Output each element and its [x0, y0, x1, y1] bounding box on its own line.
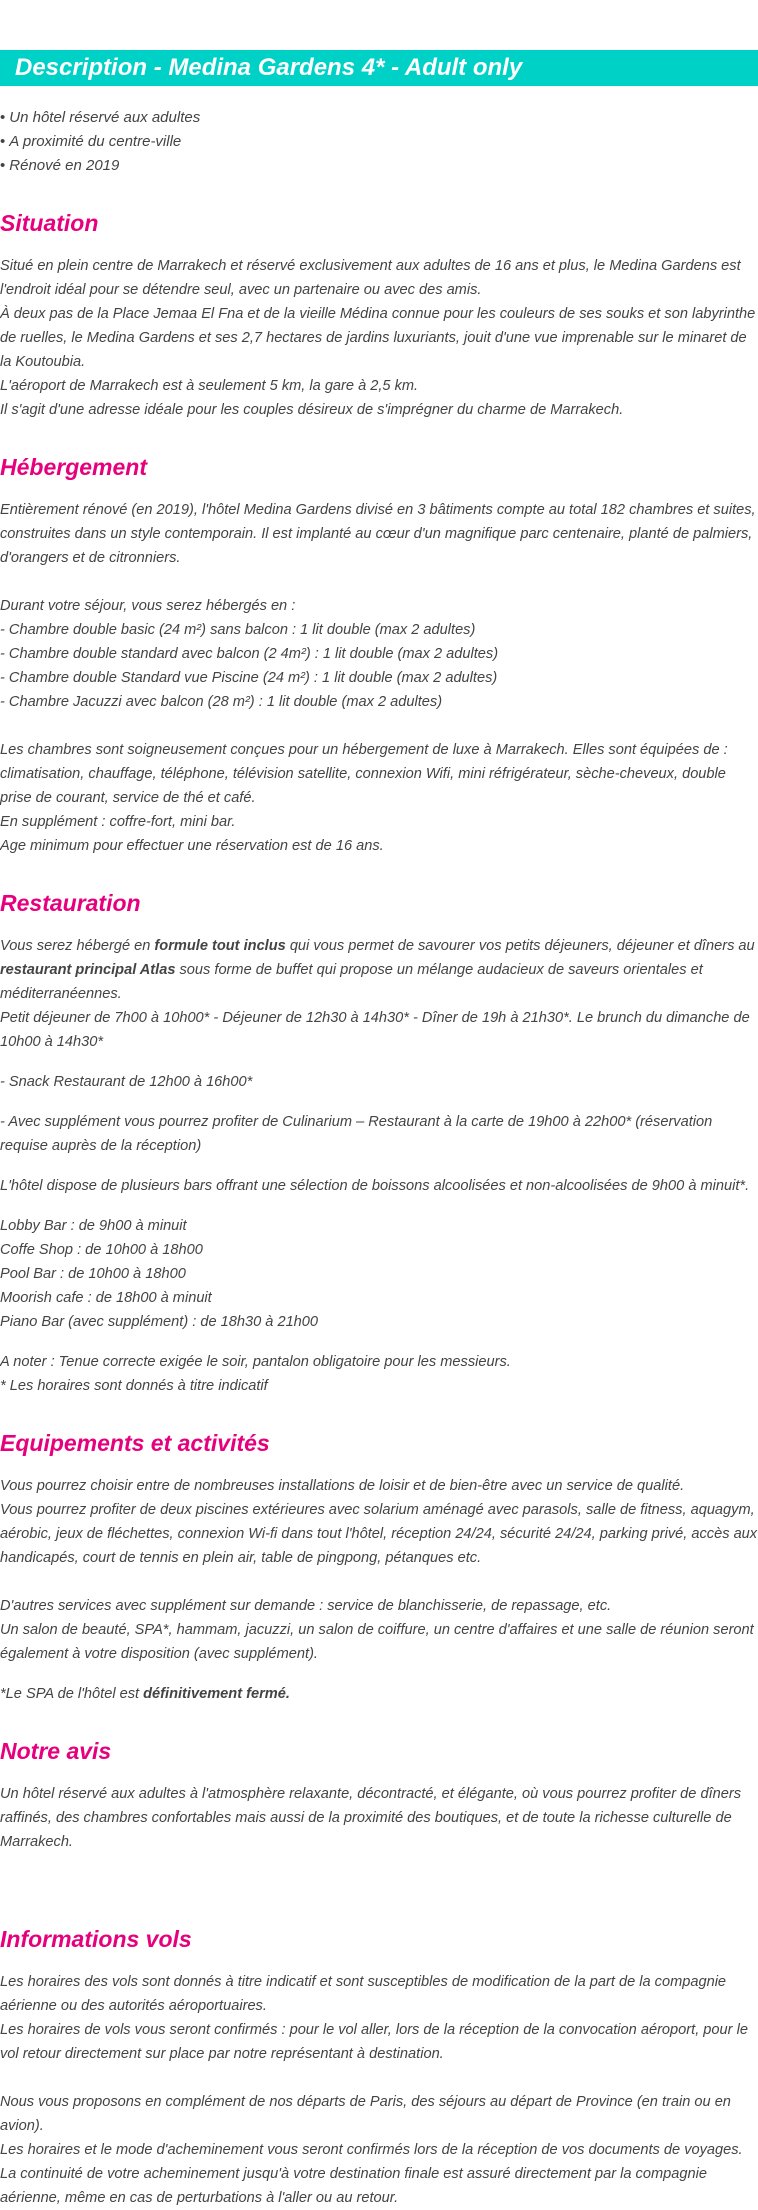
vols-text: La continuité de votre acheminement jusqu'à votre destination finale est assuré directement par la compagnie aérienne, même en cas de perturbations à l'aller ou au retour.	[0, 2166, 707, 2206]
restauration-section	[0, 888, 758, 1398]
vols-text: Les horaires des vols sont donnés à titre indicatif et sont susceptibles de modification de la part de la compagnie aérienne ou des autorités aéroportuaires.	[0, 1974, 727, 2014]
bullet-icon: •	[0, 109, 6, 126]
restauration-text: - Snack Restaurant de 12h00 à 16h00*	[0, 1074, 253, 1090]
vols-text: Nous vous proposons en complément de nos départs de Paris, des séjours au départ de Province (en train ou en avion).	[0, 2094, 731, 2134]
page-title: Description - Medina Gardens 4* - Adult only	[0, 50, 758, 86]
restauration-note: * Les horaires sont donnés à titre indicatif	[0, 1378, 268, 1394]
hebergement-text: En supplément : coffre-fort, mini bar.	[0, 814, 236, 830]
equipements-heading: Equipements et activités	[0, 1430, 270, 1456]
avis-section	[0, 1736, 758, 1854]
situation-text: L'aéroport de Marrakech est à seulement 5 km, la gare à 2,5 km.	[0, 378, 419, 394]
situation-text: À deux pas de la Place Jemaa El Fna et de la vieille Médina connue pour les couleurs de ses souks et son labyrinthe de ruelles, le Medina Gardens et ses 2,7 hectares de jardins luxuriants, jouit d'une vue imprenable sur le minaret de la Koutoubia.	[0, 306, 756, 370]
highlight-item: • Un hôtel réservé aux adultes	[0, 109, 201, 126]
hebergement-text: Les chambres sont soigneusement conçues pour un hébergement de luxe à Marrakech. Elles sont équipées de : climatisation, chauffage, téléphone, télévision satellite, connexion Wifi, mini réfrigérateur, sèche-cheveux, double prise de courant, service de thé et café.	[0, 742, 728, 806]
avis-heading: Notre avis	[0, 1738, 112, 1764]
highlight-item: • Rénové en 2019	[0, 157, 120, 174]
situation-heading: Situation	[0, 210, 99, 236]
spa-note: *Le SPA de l'hôtel est définitivement fermé.	[0, 1686, 290, 1702]
situation-section	[0, 208, 758, 422]
highlight-item: • A proximité du centre-ville	[0, 133, 182, 150]
hebergement-intro: Durant votre séjour, vous serez hébergés en :	[0, 598, 296, 614]
restauration-heading: Restauration	[0, 890, 141, 916]
bar-item: Pool Bar : de 10h00 à 18h00	[0, 1266, 186, 1282]
situation-text: Il s'agit d'une adresse idéale pour les couples désireux de s'imprégner du charme de Marrakech.	[0, 402, 624, 418]
equipements-text: Un salon de beauté, SPA*, hammam, jacuzzi, un salon de coiffure, un centre d'affaires et une salle de réunion seront également à votre disposition (avec supplément).	[0, 1622, 754, 1662]
highlights-list	[0, 106, 758, 178]
restauration-text: Petit déjeuner de 7h00 à 10h00* - Déjeuner de 12h30 à 14h30* - Dîner de 19h à 21h30*. Le brunch du dimanche de 10h00 à 14h30*	[0, 1010, 750, 1050]
avis-text: Un hôtel réservé aux adultes à l'atmosphère relaxante, décontracté, et élégante, où vous pourrez profiter de dîners raffinés, des chambres confortables mais aussi de la proximité des boutiques, et de toute la richesse culturelle de Marrakech.	[0, 1786, 742, 1850]
room-item: - Chambre double Standard vue Piscine (24 m²) : 1 lit double (max 2 adultes)	[0, 670, 498, 686]
restauration-text: Vous serez hébergé en formule tout inclus qui vous permet de savourer vos petits déjeuners, déjeuner et dîners au restaurant principal Atlas sous forme de buffet qui propose un mélange audacieux de saveurs orientales et méditerranéennes.	[0, 938, 755, 1002]
situation-text: Situé en plein centre de Marrakech et réservé exclusivement aux adultes de 16 ans et plus, le Medina Gardens est l'endroit idéal pour se détendre seul, avec un partenaire ou avec des amis.	[0, 258, 741, 298]
hebergement-text: Age minimum pour effectuer une réservation est de 16 ans.	[0, 838, 384, 854]
equipements-section	[0, 1428, 758, 1706]
bullet-icon: •	[0, 133, 6, 150]
equipements-text: Vous pourrez choisir entre de nombreuses installations de loisir et de bien-être avec un service de qualité.	[0, 1478, 685, 1494]
vols-section	[0, 1924, 758, 2210]
hebergement-text: Entièrement rénové (en 2019), l'hôtel Medina Gardens divisé en 3 bâtiments compte au total 182 chambres et suites, construites dans un style contemporain. Il est implanté au cœur d'un magnifique parc centenaire, planté de palmiers, d'orangers et de citronniers.	[0, 502, 756, 566]
bar-item: Moorish cafe : de 18h00 à minuit	[0, 1290, 212, 1306]
bullet-icon: •	[0, 157, 6, 174]
hebergement-heading: Hébergement	[0, 454, 147, 480]
restauration-text: L'hôtel dispose de plusieurs bars offrant une sélection de boissons alcoolisées et non-alcoolisées de 9h00 à minuit*.	[0, 1178, 750, 1194]
vols-text: Les horaires de vols vous seront confirmés : pour le vol aller, lors de la réception de la convocation aéroport, pour le vol retour directement sur place par notre représentant à destination.	[0, 2022, 748, 2062]
hebergement-section	[0, 452, 758, 858]
room-item: - Chambre double basic (24 m²) sans balcon : 1 lit double (max 2 adultes)	[0, 622, 476, 638]
equipements-text: D'autres services avec supplément sur demande : service de blanchisserie, de repassage, etc.	[0, 1598, 612, 1614]
restauration-text: - Avec supplément vous pourrez profiter de Culinarium – Restaurant à la carte de 19h00 à 22h00* (réservation requise auprès de la réception)	[0, 1114, 713, 1154]
bar-item: Lobby Bar : de 9h00 à minuit	[0, 1218, 187, 1234]
bar-item: Piano Bar (avec supplément) : de 18h30 à 21h00	[0, 1314, 319, 1330]
vols-heading: Informations vols	[0, 1926, 192, 1952]
equipements-text: Vous pourrez profiter de deux piscines extérieures avec solarium aménagé avec parasols, salle de fitness, aquagym, aérobic, jeux de fléchettes, connexion Wi-fi dans tout l'hôtel, réception 24/24, sécurité 24/24, parking privé, accès aux handicapés, court de tennis en plein air, table de pingpong, pétanques etc.	[0, 1502, 758, 1566]
restauration-note: A noter : Tenue correcte exigée le soir, pantalon obligatoire pour les messieurs.	[0, 1354, 511, 1370]
room-item: - Chambre Jacuzzi avec balcon (28 m²) : 1 lit double (max 2 adultes)	[0, 694, 443, 710]
bar-item: Coffe Shop : de 10h00 à 18h00	[0, 1242, 203, 1258]
room-item: - Chambre double standard avec balcon (2 4m²) : 1 lit double (max 2 adultes)	[0, 646, 499, 662]
vols-text: Les horaires et le mode d'acheminement vous seront confirmés lors de la réception de vos documents de voyages.	[0, 2142, 743, 2158]
